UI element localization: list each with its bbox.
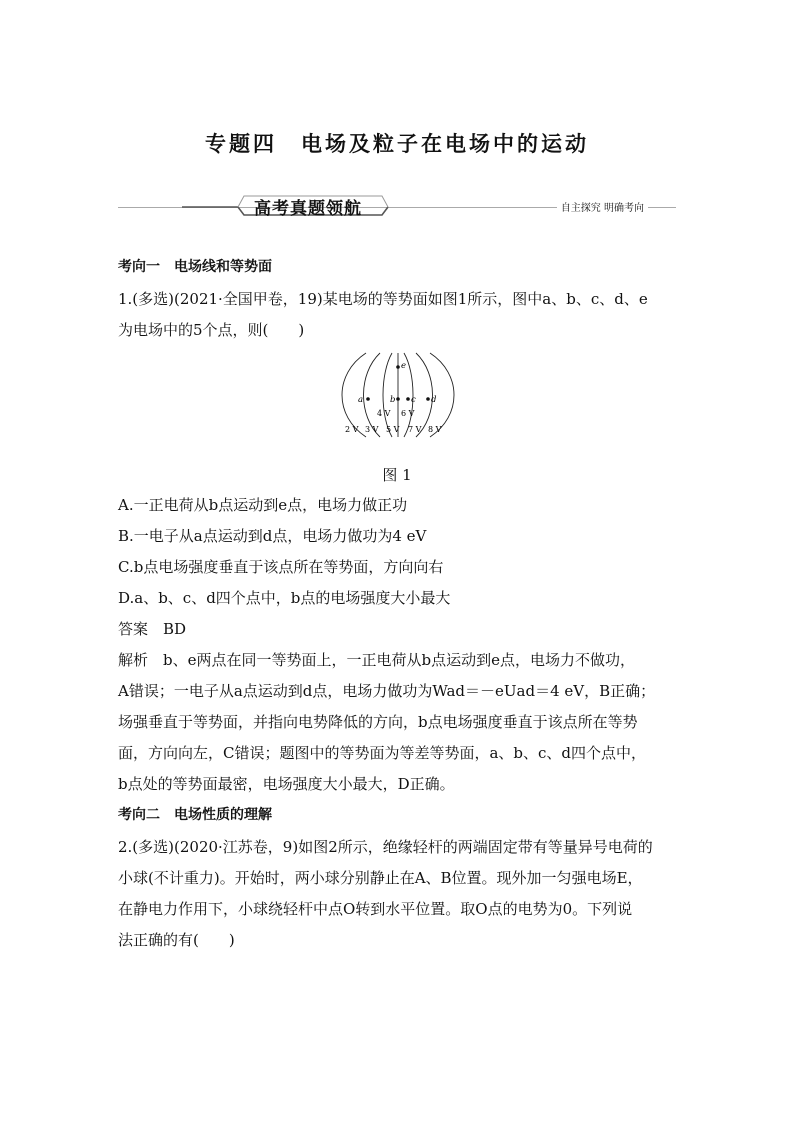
analysis-line: 面，方向向左，C错误；题图中的等势面为等差等势面，a、b、c、d四个点中，: [118, 744, 647, 762]
equipotential-figure: [340, 350, 456, 440]
point-a: [366, 397, 370, 401]
question2-line: 在静电力作用下，小球绕轻杆中点O转到水平位置。取O点的电势为0。下列说: [118, 900, 633, 918]
point-c: [406, 397, 410, 401]
question1-line2: 为电场中的5个点，则( ): [118, 321, 305, 339]
voltage-label-2v: 2 V: [345, 425, 359, 434]
question2-line: 法正确的有( ): [118, 931, 235, 949]
option-b: B.一电子从a点运动到d点，电场力做功为4 eV: [118, 527, 427, 545]
section1-heading: 考向一 电场线和等势面: [118, 259, 272, 275]
point-label-e: e: [401, 361, 407, 371]
point-d: [426, 397, 430, 401]
banner-label: 高考真题领航: [254, 199, 362, 219]
analysis-line: A错误；一电子从a点运动到d点，电场力做功为Wad＝－eUad＝4 eV，B正确；: [118, 682, 656, 700]
voltage-label-6v: 6 V: [401, 409, 415, 418]
point-b: [396, 397, 400, 401]
point-label-a: a: [358, 395, 364, 405]
question2-line: 2.(多选)(2020·江苏卷，9)如图2所示，绝缘轻杆的两端固定带有等量异号电荷的: [118, 838, 653, 856]
option-d: D.a、b、c、d四个点中，b点的电场强度大小最大: [118, 589, 451, 607]
analysis-line: 场强垂直于等势面，并指向电势降低的方向，b点电场强度垂直于该点所在等势: [118, 713, 638, 731]
option-c: C.b点电场强度垂直于该点所在等势面，方向向右: [118, 558, 444, 576]
page-title: 专题四 电场及粒子在电场中的运动: [205, 131, 589, 156]
section-banner: [118, 193, 676, 217]
analysis-line: b点处的等势面最密，电场强度大小最大，D正确。: [118, 775, 455, 793]
voltage-label-5v: 5 V: [386, 425, 400, 434]
point-label-b: b: [390, 395, 396, 405]
option-a: A.一正电荷从b点运动到e点，电场力做正功: [118, 496, 408, 514]
voltage-label-4v: 4 V: [377, 409, 391, 418]
question1-line1: 1.(多选)(2021·全国甲卷，19)某电场的等势面如图1所示，图中a、b、c、d、e: [118, 290, 648, 308]
voltage-label-3v: 3 V: [365, 425, 379, 434]
point-label-d: d: [431, 395, 437, 405]
banner-label-box: [182, 193, 442, 217]
banner-subtitle: 自主探究 明确考向: [557, 199, 648, 214]
figure1-caption: 图 1: [382, 466, 412, 484]
analysis-line: 解析 b、e两点在同一等势面上，一正电荷从b点运动到e点，电场力不做功，: [118, 651, 635, 669]
section2-heading: 考向二 电场性质的理解: [118, 807, 272, 823]
voltage-label-7v: 7 V: [408, 425, 422, 434]
answer-line: 答案 BD: [118, 620, 187, 638]
question2-line: 小球(不计重力)。开始时，两小球分别静止在A、B位置。现外加一匀强电场E，: [118, 869, 643, 887]
voltage-label-8v: 8 V: [428, 425, 442, 434]
point-label-c: c: [411, 395, 416, 405]
point-e: [396, 365, 400, 369]
